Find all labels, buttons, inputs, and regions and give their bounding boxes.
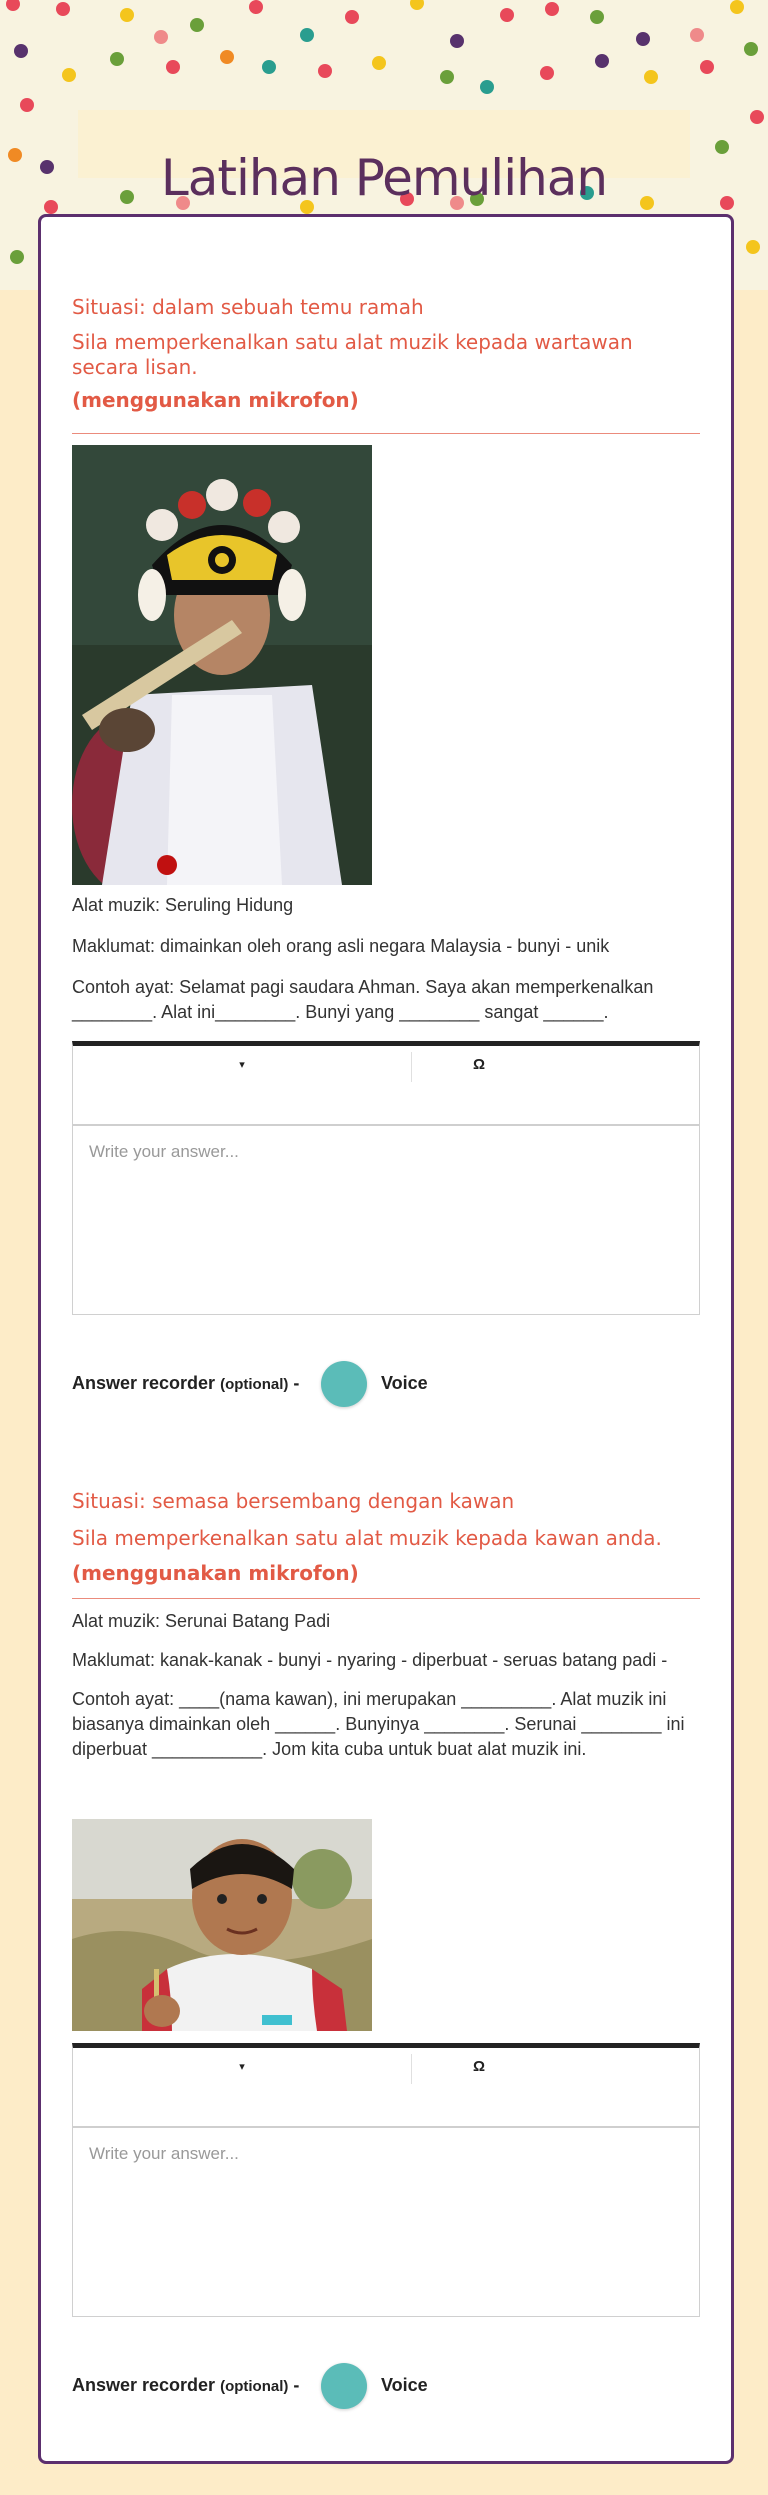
instrument-name: Alat muzik: Seruling Hidung (72, 895, 294, 915)
instrument-name: Alat muzik: Serunai Batang Padi (72, 1611, 331, 1631)
answer-textarea[interactable]: Write your answer... (89, 2144, 239, 2163)
example-sentence: Contoh ayat: Selamat pagi saudara Ahman. Saya akan memperkenalkan ________. Alat ini________. Bunyi yang ________ sangat ______. (72, 977, 654, 1022)
recorder-optional: (optional) (220, 1376, 289, 1393)
section-2-heading (72, 1489, 700, 1586)
note-text: (menggunakan mikrofon) (72, 388, 359, 412)
special-character-button[interactable]: Ω (473, 1056, 486, 1073)
instruction-text: Sila memperkenalkan satu alat muzik kepada wartawan secara lisan. (72, 330, 633, 379)
chevron-down-icon: ▾ (239, 2061, 245, 2073)
answer-editor (72, 2043, 700, 2317)
toolbar-divider (411, 2054, 412, 2084)
section-1-body (72, 893, 700, 1025)
page-title: Latihan Pemulihan (160, 148, 608, 207)
situation-text: Situasi: semasa bersembang dengan kawan (72, 1489, 515, 1513)
recorder-optional: (optional) (220, 2378, 289, 2395)
recorder-label: Answer recorder (optional) - (72, 2375, 300, 2395)
recorder-label: Answer recorder (optional) - (72, 1373, 300, 1393)
special-character-button[interactable]: Ω (473, 2058, 486, 2075)
toolbar-divider (411, 1052, 412, 1082)
editor-toolbar (73, 1046, 699, 1126)
answer-recorder (72, 2363, 572, 2411)
example-sentence: Contoh ayat: ____(nama kawan), ini merupakan _________. Alat muzik ini biasanya dimainkan oleh ______. Bunyinya ________. Serunai ________ ini diperbuat ___________. Jom kita cuba untuk buat alat muzik ini. (72, 1689, 685, 1759)
instruction-text: Sila memperkenalkan satu alat muzik kepada kawan anda. (72, 1526, 662, 1550)
section-2-body (72, 1609, 700, 1762)
note-text: (menggunakan mikrofon) (72, 1561, 359, 1585)
editor-toolbar (73, 2048, 699, 2128)
format-dropdown[interactable] (73, 1046, 411, 1084)
instrument-info: Maklumat: kanak-kanak - bunyi - nyaring - diperbuat - seruas batang padi - (72, 1650, 668, 1670)
record-voice-button[interactable] (321, 2363, 367, 2409)
answer-editor (72, 1041, 700, 1315)
divider (72, 1598, 700, 1599)
answer-textarea[interactable]: Write your answer... (89, 1142, 239, 1161)
format-dropdown[interactable] (73, 2048, 411, 2086)
photo-nose-flute-player (72, 445, 372, 885)
situation-text: Situasi: dalam sebuah temu ramah (72, 295, 424, 319)
photo-boy-with-rice-flute (72, 1819, 372, 2031)
answer-recorder (72, 1361, 572, 1409)
section-1-heading (72, 295, 700, 413)
record-voice-button[interactable] (321, 1361, 367, 1407)
worksheet-card (38, 214, 734, 2464)
title-banner (78, 110, 690, 207)
voice-label: Voice (381, 2375, 428, 2395)
voice-label: Voice (381, 1373, 428, 1393)
chevron-down-icon: ▾ (239, 1059, 245, 1071)
instrument-info: Maklumat: dimainkan oleh orang asli negara Malaysia - bunyi - unik (72, 936, 610, 956)
divider (72, 433, 700, 434)
